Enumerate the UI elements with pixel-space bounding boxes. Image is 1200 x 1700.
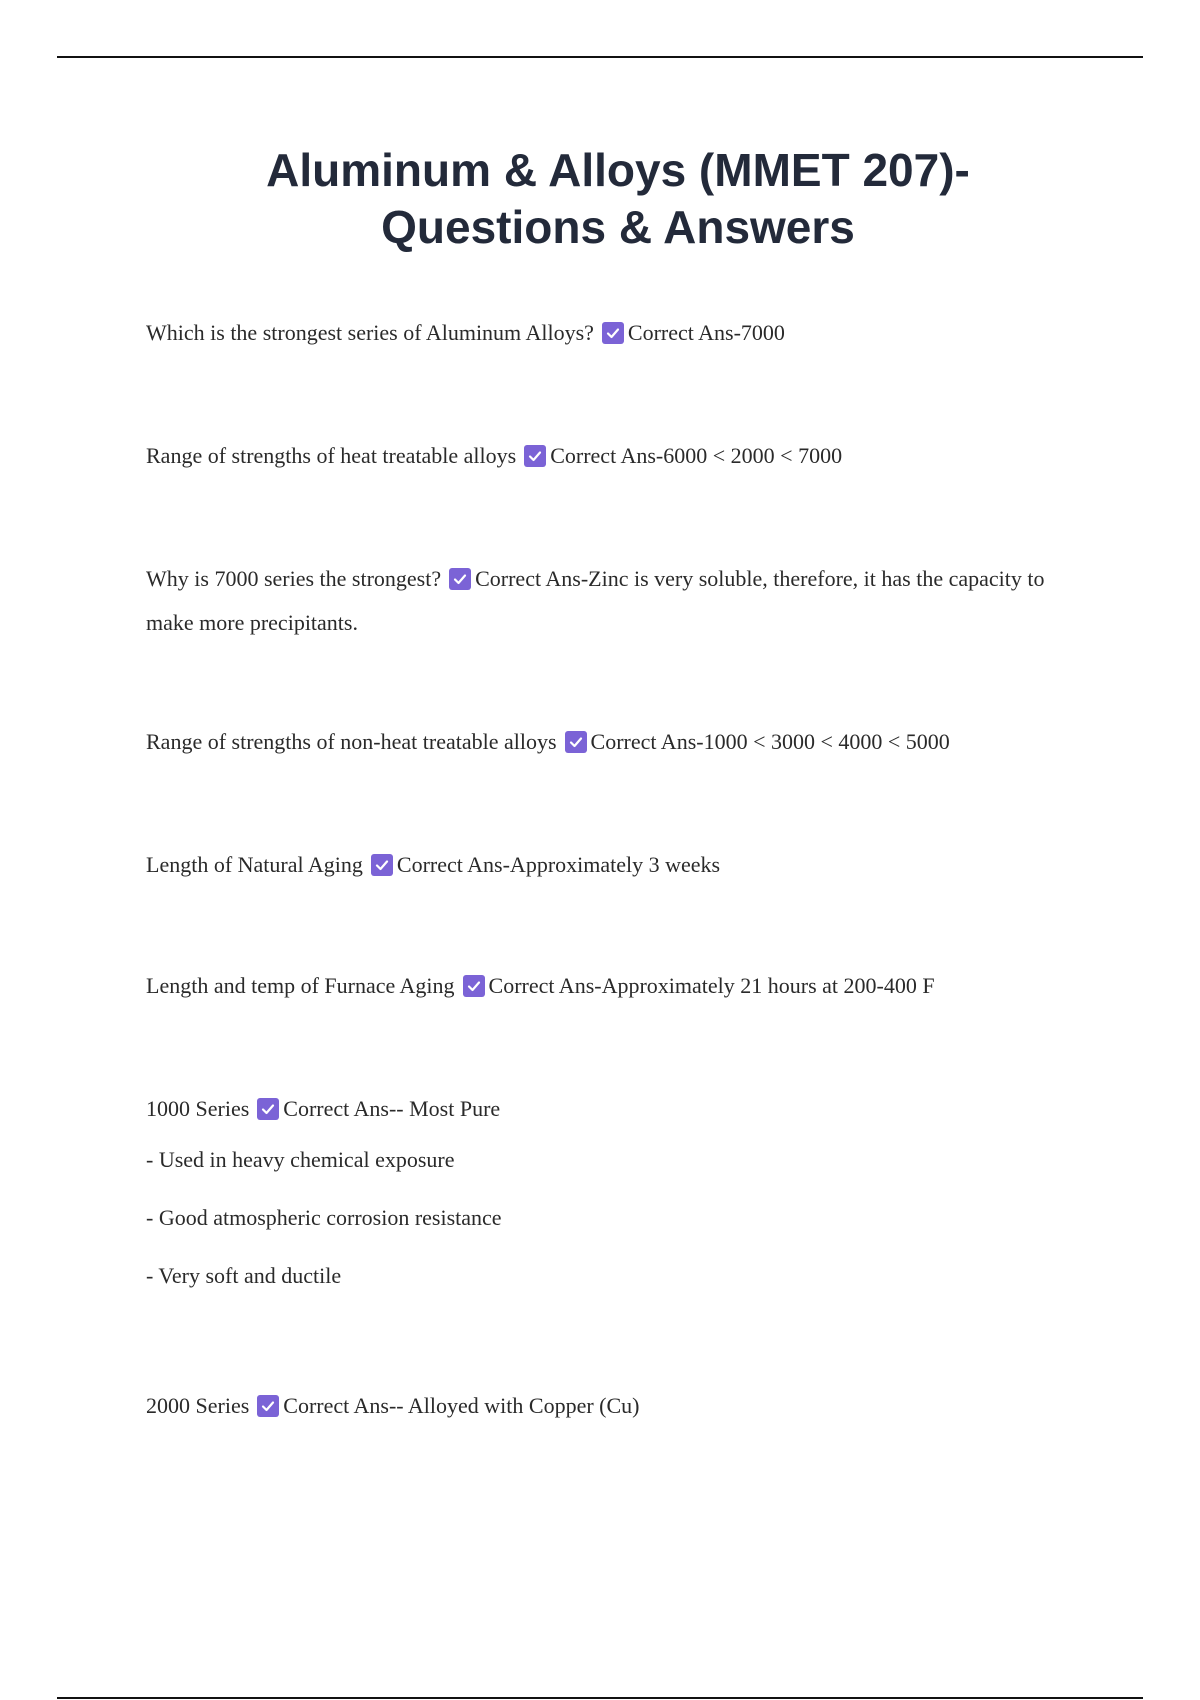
question-text: Length and temp of Furnace Aging bbox=[146, 973, 455, 998]
question-text: Why is 7000 series the strongest? bbox=[146, 566, 442, 591]
question-text: Which is the strongest series of Aluminum Alloys? bbox=[146, 320, 594, 345]
qa-line bbox=[146, 557, 1046, 645]
qa-line bbox=[146, 720, 1046, 764]
qa-item-2000-series bbox=[146, 1384, 1046, 1428]
qa-line bbox=[146, 843, 1046, 887]
qa-item-non-heat-treatable-range bbox=[146, 720, 1046, 764]
question-text: Range of strengths of heat treatable alloys bbox=[146, 443, 517, 468]
checkbox-checked-icon bbox=[524, 445, 546, 467]
qa-line bbox=[146, 311, 1046, 355]
answer-text: Correct Ans-Zinc is very soluble, therefore, it has the capacity to make more precipitants. bbox=[146, 566, 1045, 635]
bottom-rule bbox=[57, 1697, 1143, 1699]
detail-line: - Good atmospheric corrosion resistance bbox=[146, 1205, 502, 1230]
answer-text: Correct Ans-- Alloyed with Copper (Cu) bbox=[283, 1393, 640, 1418]
answer-text: Correct Ans-Approximately 21 hours at 200-400 F bbox=[488, 973, 935, 998]
question-text: 2000 Series bbox=[146, 1393, 250, 1418]
checkbox-checked-icon bbox=[602, 322, 624, 344]
checkbox-checked-icon bbox=[565, 731, 587, 753]
checkbox-checked-icon bbox=[257, 1395, 279, 1417]
top-rule bbox=[57, 56, 1143, 58]
answer-text: Correct Ans-6000 < 2000 < 7000 bbox=[550, 443, 843, 468]
checkbox-checked-icon bbox=[257, 1098, 279, 1120]
qa-item-heat-treatable-range bbox=[146, 434, 1046, 478]
checkbox-checked-icon bbox=[371, 854, 393, 876]
answer-text: Correct Ans-Approximately 3 weeks bbox=[396, 852, 721, 877]
qa-item-strongest-series bbox=[146, 311, 1046, 355]
question-text: Range of strengths of non-heat treatable alloys bbox=[146, 729, 557, 754]
qa-item-natural-aging bbox=[146, 843, 1046, 887]
checkbox-checked-icon bbox=[449, 568, 471, 590]
title-line-1: Aluminum & Alloys (MMET 207)- bbox=[266, 144, 970, 196]
checkbox-checked-icon bbox=[463, 975, 485, 997]
question-text: 1000 Series bbox=[146, 1096, 250, 1121]
answer-text: Correct Ans-7000 bbox=[627, 320, 785, 345]
answer-text: Correct Ans-- Most Pure bbox=[283, 1096, 501, 1121]
page-title bbox=[150, 142, 1086, 256]
qa-line bbox=[146, 1087, 1046, 1131]
qa-line bbox=[146, 1384, 1046, 1428]
answer-text: Correct Ans-1000 < 3000 < 4000 < 5000 bbox=[590, 729, 950, 754]
detail-line: - Very soft and ductile bbox=[146, 1263, 342, 1288]
question-text: Length of Natural Aging bbox=[146, 852, 363, 877]
qa-line bbox=[146, 964, 1046, 1008]
qa-item-why-7000-strongest bbox=[146, 557, 1046, 645]
qa-item-1000-series bbox=[146, 1087, 1046, 1305]
qa-line bbox=[146, 434, 1046, 478]
qa-item-furnace-aging bbox=[146, 964, 1046, 1008]
title-line-2: Questions & Answers bbox=[381, 201, 855, 253]
detail-line: - Used in heavy chemical exposure bbox=[146, 1147, 455, 1172]
